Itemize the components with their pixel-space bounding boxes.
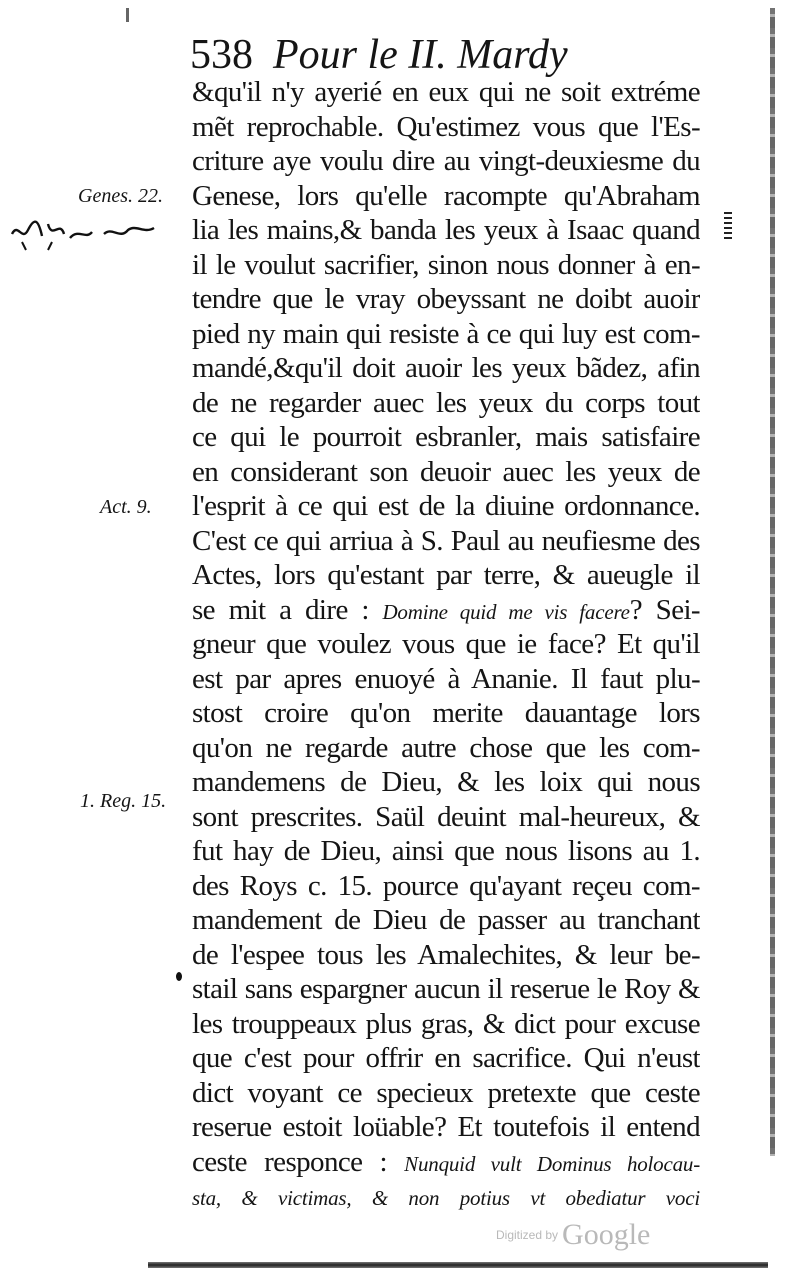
margin-note-kings: 1. Reg. 15. [80,790,167,812]
text-line: des Roys c. 15. pource qu'ayant reçeu com- [192,869,700,902]
margin-note-genesis: Genes. 22. [78,185,163,207]
text-line: il le voulut sacrifier, sinon nous donner à en- [192,248,700,281]
text-line: lia les mains,& banda les yeux à Isaac quand [192,214,700,246]
scan-edge-mark [724,212,732,242]
text-line: de l'espee tous les Amalechites, & leur be- [192,938,700,971]
google-watermark [496,1218,666,1258]
google-logo: Google [562,1218,651,1251]
text-line: Actes, lors qu'estant par terre, & aueugle il [192,559,700,591]
text-line: reserue estoit loüable? Et toutefois il entend [192,1111,700,1143]
latin-quotation: Nunquid vult Dominus holocau- [404,1151,700,1176]
page-number: 538 [190,32,253,78]
ink-blot [176,972,182,981]
scan-artifact-tick [126,8,129,22]
text-line: pied ny main qui resiste à ce qui luy est com- [192,317,700,350]
text-line: dict voyant ce specieux pretexte que ceste [192,1076,700,1109]
latin-quotation: Domine quid me vis facere [382,599,630,624]
scan-edge-shadow [770,8,775,1156]
text-line: mandé,&qu'il doit auoir les yeux bãdez, afin [192,352,700,384]
margin-note-acts: Act. 9. [100,496,152,518]
text-line: Genese, lors qu'elle racompte qu'Abraham [192,179,700,212]
bottom-rule [148,1262,768,1268]
running-title: Pour le II. Mardy [273,32,568,78]
latin-quotation: sta, & victimas, & non potius vt obediatur voci [192,1186,700,1210]
text-line: stail sans espargner aucun il reserue le Roy & [192,973,700,1005]
text-line: fut hay de Dieu, ainsi que nous lisons au 1. [192,835,700,867]
text-line [192,593,700,628]
text-line: les trouppeaux plus gras, & dict pour excuse [192,1007,700,1040]
handwritten-scribble [8,212,158,252]
text-line: criture aye voulu dire au vingt-deuxiesme du [192,145,700,177]
roman-text: ceste responce : [192,1145,405,1178]
body-text [192,75,700,1214]
text-line: C'est ce qui arriua à S. Paul au neufiesme des [192,524,700,557]
text-line: est par apres enuoyé à Ananie. Il faut plu- [192,662,700,695]
text-line: mẽt reprochable. Qu'estimez vous que l'Es- [192,110,700,143]
text-line: mandement de Dieu de passer au tranchant [192,904,700,936]
text-line: de ne regarder auec les yeux du corps tout [192,386,700,419]
text-line: sont prescrites. Saül deuint mal-heureux, & [192,800,700,833]
text-line: l'esprit à ce qui est de la diuine ordonnance. [192,490,700,522]
text-line: tendre que le vray obeyssant ne doibt auoir [192,283,700,315]
text-line: mandemens de Dieu, & les loix qui nous [192,766,700,798]
roman-text: se mit a dire : [192,593,383,626]
text-line: en considerant son deuoir auec les yeux de [192,455,700,488]
text-line: stost croire qu'on merite dauantage lors [192,697,700,729]
text-line: qu'on ne regarde autre chose que les com- [192,731,700,764]
text-line: &qu'il n'y ayerié en eux qui ne soit extréme [192,76,700,108]
text-line [192,1145,700,1180]
running-head [190,30,650,80]
text-line [192,1179,700,1214]
digitized-by-label: Digitized by [496,1228,559,1242]
roman-text: ? Sei- [629,593,700,626]
text-line: ce qui le pourroit esbranler, mais satisfaire [192,421,700,453]
text-line: gneur que voulez vous que ie face? Et qu'il [192,628,700,660]
text-line: que c'est pour offrir en sacrifice. Qui n'eust [192,1042,700,1074]
